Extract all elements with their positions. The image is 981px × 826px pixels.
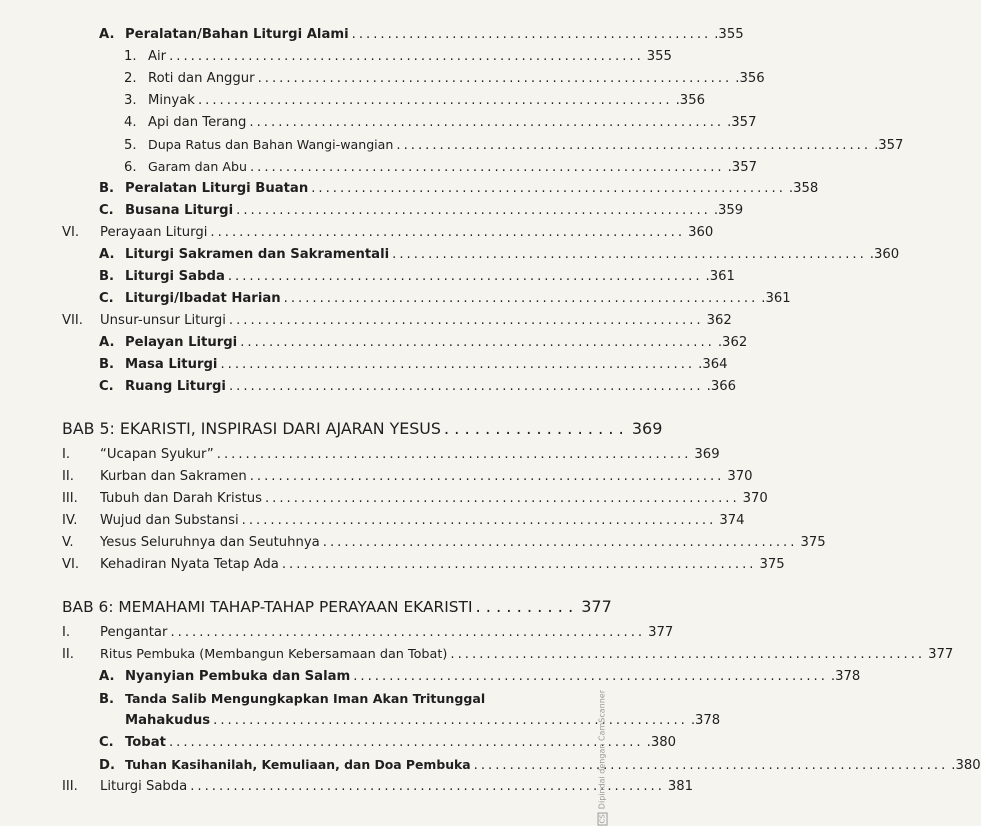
entry-number: B. bbox=[99, 181, 115, 196]
toc-entry bbox=[99, 268, 735, 286]
entry-title: Wujud dan Substansi bbox=[100, 513, 239, 528]
entry-number: I. bbox=[62, 447, 71, 462]
chapter-page: 377 bbox=[581, 597, 612, 616]
toc-entry bbox=[62, 312, 732, 330]
entry-title: Mahakudus bbox=[125, 713, 211, 728]
entry-page: 377 bbox=[928, 647, 954, 662]
toc-entry bbox=[99, 356, 728, 374]
leader-dots: .................................................................. bbox=[213, 713, 688, 728]
leader-dots: .................................................................. bbox=[249, 115, 725, 130]
entry-title: Tuhan Kasihanilah, Kemuliaan, dan Doa Pembuka bbox=[125, 757, 471, 772]
leader-dots: .................................................................. bbox=[450, 647, 926, 662]
entry-number: II. bbox=[62, 469, 74, 484]
toc-entry bbox=[62, 556, 785, 574]
entry-number: B. bbox=[99, 269, 115, 284]
entry-number: VI. bbox=[62, 557, 80, 572]
entry-page: 375 bbox=[759, 557, 785, 572]
entry-number: IV. bbox=[62, 513, 78, 528]
leader-dots: .................................................................. bbox=[311, 181, 786, 196]
entry-title: Liturgi Sabda bbox=[100, 779, 188, 794]
entry-number: A. bbox=[99, 335, 115, 350]
entry-page: .364 bbox=[698, 357, 728, 372]
leader-dots: .................................................................. bbox=[190, 779, 665, 794]
toc-entry bbox=[62, 224, 714, 242]
entry-title: Yesus Seluruhnya dan Seutuhnya bbox=[100, 535, 320, 550]
toc-entry bbox=[125, 712, 721, 730]
entry-page: .357 bbox=[727, 160, 757, 175]
entry-title: Unsur-unsur Liturgi bbox=[100, 313, 226, 328]
toc-entry bbox=[124, 92, 705, 110]
entry-number: 3. bbox=[124, 93, 137, 108]
entry-number: 5. bbox=[124, 138, 137, 153]
entry-page: 381 bbox=[667, 779, 694, 794]
entry-title: Ruang Liturgi bbox=[125, 379, 226, 394]
toc-entry bbox=[62, 512, 745, 530]
entry-title: Nyanyian Pembuka dan Salam bbox=[125, 669, 351, 684]
entry-number: 2. bbox=[124, 71, 137, 86]
entry-page: .356 bbox=[735, 71, 765, 86]
entry-number: 6. bbox=[124, 160, 137, 175]
toc-entry bbox=[99, 246, 900, 264]
entry-title: Pengantar bbox=[100, 625, 168, 640]
toc-entry bbox=[124, 114, 757, 132]
entry-number: 4. bbox=[124, 115, 137, 130]
entry-page: 370 bbox=[727, 469, 753, 484]
entry-number: III. bbox=[62, 491, 78, 506]
entry-number: B. bbox=[99, 357, 115, 372]
entry-title: Liturgi Sakramen dan Sakramentali bbox=[125, 247, 390, 262]
camscanner-icon: CS bbox=[599, 814, 607, 824]
entry-page: .360 bbox=[869, 247, 900, 262]
entry-number: C. bbox=[99, 379, 114, 394]
entry-page: 355 bbox=[646, 49, 672, 64]
toc-entry bbox=[99, 668, 861, 686]
entry-title: Minyak bbox=[148, 93, 195, 108]
entry-page: 374 bbox=[719, 513, 745, 528]
leader-dots: .......... bbox=[475, 597, 579, 616]
leader-dots: .................................................. bbox=[351, 27, 712, 42]
entry-title: Tanda Salib Mengungkapkan Iman Akan Tritunggal bbox=[125, 691, 486, 706]
leader-dots: .................................................................. bbox=[257, 71, 733, 86]
entry-title: Peralatan Liturgi Buatan bbox=[125, 181, 309, 196]
entry-title: Peralatan/Bahan Liturgi Alami bbox=[125, 27, 349, 42]
chapter-heading bbox=[62, 596, 612, 618]
entry-title: Dupa Ratus dan Bahan Wangi-wangian bbox=[148, 137, 394, 152]
leader-dots: .................................................................. bbox=[236, 203, 711, 218]
entry-page: .361 bbox=[761, 291, 791, 306]
entry-title: Kehadiran Nyata Tetap Ada bbox=[100, 557, 279, 572]
entry-title: Pelayan Liturgi bbox=[125, 335, 238, 350]
toc-entry bbox=[62, 646, 954, 664]
entry-title: Perayaan Liturgi bbox=[100, 225, 208, 240]
leader-dots: .................................................................. bbox=[220, 357, 696, 372]
leader-dots: .................................................................. bbox=[228, 313, 704, 328]
leader-dots: .................................................................. bbox=[228, 379, 704, 394]
entry-title: Garam dan Abu bbox=[148, 159, 247, 174]
leader-dots: .................................................................. bbox=[227, 269, 703, 284]
leader-dots: .................................................................. bbox=[240, 335, 715, 350]
leader-dots: .................................................................. bbox=[170, 625, 646, 640]
entry-page: .361 bbox=[705, 269, 735, 284]
entry-title: Api dan Terang bbox=[148, 115, 247, 130]
toc-entry bbox=[99, 180, 819, 198]
entry-title: Air bbox=[148, 49, 167, 64]
leader-dots: .................................................................. bbox=[216, 447, 692, 462]
entry-number: II. bbox=[62, 647, 74, 662]
leader-dots: .................................................................. bbox=[353, 669, 828, 684]
entry-number: A. bbox=[99, 669, 115, 684]
entry-title: Busana Liturgi bbox=[125, 203, 234, 218]
leader-dots: .................................................................. bbox=[396, 138, 872, 153]
entry-page: .378 bbox=[690, 713, 721, 728]
toc-entry bbox=[62, 534, 826, 552]
entry-page: .357 bbox=[727, 115, 757, 130]
toc-entry bbox=[124, 136, 904, 155]
entry-number: VI. bbox=[62, 225, 80, 240]
toc-entry bbox=[99, 734, 676, 752]
entry-page: 369 bbox=[694, 447, 720, 462]
toc-entry bbox=[99, 378, 736, 396]
entry-page: .362 bbox=[717, 335, 748, 350]
entry-number: III. bbox=[62, 779, 78, 794]
scanner-watermark-text: Dipindai dengan CamScanner bbox=[598, 690, 607, 810]
entry-number: I. bbox=[62, 625, 71, 640]
leader-dots: .................................................................. bbox=[249, 469, 725, 484]
toc-entry bbox=[99, 334, 748, 352]
entry-page: 360 bbox=[688, 225, 714, 240]
entry-title: Tobat bbox=[125, 735, 166, 750]
leader-dots: .................. bbox=[443, 419, 629, 438]
entry-page: .358 bbox=[788, 181, 819, 196]
toc-entry bbox=[99, 756, 981, 775]
entry-page: .357 bbox=[874, 138, 904, 153]
scanner-watermark bbox=[598, 690, 608, 826]
toc-entry bbox=[124, 158, 757, 177]
toc-entry bbox=[62, 490, 768, 508]
chapter-title: BAB 6: MEMAHAMI TAHAP-TAHAP PERAYAAN EKARISTI bbox=[62, 598, 473, 616]
leader-dots: .................................................................. bbox=[264, 491, 740, 506]
entry-title: Roti dan Anggur bbox=[148, 71, 255, 86]
toc-entry bbox=[99, 690, 549, 709]
entry-number: D. bbox=[99, 758, 115, 773]
entry-page: 362 bbox=[706, 313, 732, 328]
leader-dots: .................................................................. bbox=[392, 247, 867, 262]
entry-number: B. bbox=[99, 692, 115, 707]
entry-page: 377 bbox=[648, 625, 674, 640]
entry-page: .356 bbox=[675, 93, 705, 108]
chapter-heading bbox=[62, 418, 663, 440]
entry-number: C. bbox=[99, 735, 114, 750]
entry-page: .366 bbox=[706, 379, 736, 394]
entry-title: Ritus Pembuka (Membangun Kebersamaan dan Tobat) bbox=[100, 647, 448, 662]
entry-title: Liturgi/Ibadat Harian bbox=[125, 291, 281, 306]
entry-title: “Ucapan Syukur” bbox=[100, 447, 214, 462]
leader-dots: .................................................................. bbox=[241, 513, 717, 528]
entry-page: 370 bbox=[742, 491, 768, 506]
leader-dots: .................................................................. bbox=[322, 535, 798, 550]
toc-entry bbox=[62, 468, 753, 486]
entry-page: .380 bbox=[951, 758, 981, 773]
toc-entry bbox=[124, 70, 765, 88]
toc-entry bbox=[62, 446, 720, 464]
entry-number: C. bbox=[99, 203, 114, 218]
leader-dots: .................................................................. bbox=[249, 160, 725, 175]
entry-page: .355 bbox=[714, 27, 744, 42]
leader-dots: .................................................................. bbox=[281, 557, 757, 572]
entry-title: Tubuh dan Darah Kristus bbox=[100, 491, 262, 506]
entry-page: .380 bbox=[646, 735, 676, 750]
entry-number: VII. bbox=[62, 313, 83, 328]
leader-dots: .................................................................. bbox=[283, 291, 759, 306]
leader-dots: .................................................................. bbox=[168, 735, 644, 750]
toc-entry bbox=[62, 624, 674, 642]
entry-page: .378 bbox=[830, 669, 861, 684]
toc-entry bbox=[62, 778, 694, 796]
entry-title: Masa Liturgi bbox=[125, 357, 218, 372]
entry-title: Liturgi Sabda bbox=[125, 269, 225, 284]
entry-page: 375 bbox=[800, 535, 826, 550]
entry-number: A. bbox=[99, 27, 115, 42]
entry-number: A. bbox=[99, 247, 115, 262]
toc-entry bbox=[99, 290, 791, 308]
leader-dots: .................................................................. bbox=[197, 93, 673, 108]
entry-title: Kurban dan Sakramen bbox=[100, 469, 247, 484]
entry-number: C. bbox=[99, 291, 114, 306]
leader-dots: .................................................................. bbox=[473, 758, 949, 773]
leader-dots: .................................................................. bbox=[210, 225, 686, 240]
toc-entry bbox=[99, 202, 744, 220]
leader-dots: .................................................................. bbox=[169, 49, 644, 64]
chapter-page: 369 bbox=[631, 419, 663, 438]
entry-page: .359 bbox=[713, 203, 744, 218]
toc-entry bbox=[99, 26, 744, 44]
toc-entry bbox=[124, 48, 672, 66]
chapter-title: BAB 5: EKARISTI, INSPIRASI DARI AJARAN YESUS bbox=[62, 419, 441, 438]
entry-number: 1. bbox=[124, 49, 137, 64]
entry-number: V. bbox=[62, 535, 74, 550]
